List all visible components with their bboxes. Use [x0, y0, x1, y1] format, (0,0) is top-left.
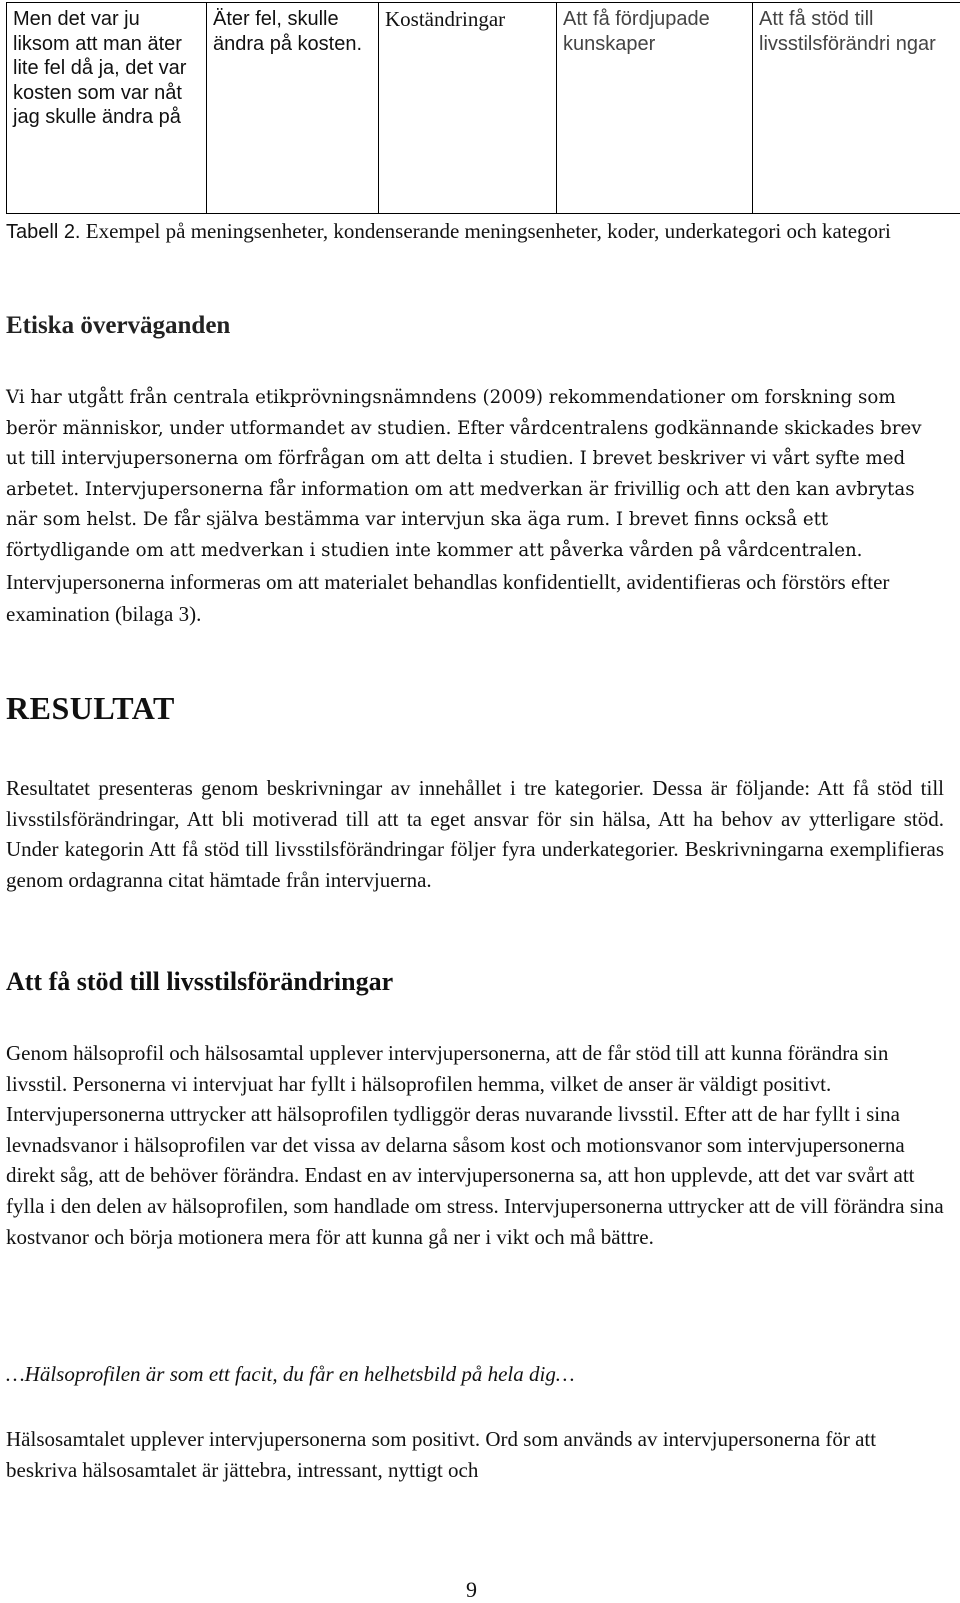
caption-text: Exempel på meningsenheter, kondenserande meningsenheter, koder, underkategori och kategori — [86, 219, 891, 243]
meaning-unit-cell: Men det var ju liksom att man äter lite fel då ja, det var kosten som var nåt jag skulle ändra på — [7, 3, 207, 214]
ethics-heading: Etiska överväganden — [6, 312, 230, 340]
table-row — [7, 3, 960, 214]
ethics-paragraph — [6, 383, 946, 632]
page-number: 9 — [466, 1577, 477, 1603]
results-paragraph: Resultatet presenteras genom beskrivningar av innehållet i tre kategorier. Dessa är följande: Att få stöd till livsstilsförändringar, Att bli motiverad till att ta eget ansvar för sin hälsa, Att ha behov av ytterligare stöd. Under kategorin Att få stöd till livsstilsförändringar följer fyra underkategorier. Beskrivningarna exemplifieras genom ordagranna citat hämtade från intervjuerna. — [6, 773, 944, 895]
support-paragraph-2: Hälsosamtalet upplever intervjupersonerna som positivt. Ord som används av intervjupersonerna för att beskriva hälsosamtalet är jättebra, intressant, nyttigt och — [6, 1424, 951, 1485]
support-heading: Att få stöd till livsstilsförändringar — [6, 967, 393, 997]
category-cell: Att få stöd till livsstilsförändri ngar — [753, 3, 960, 214]
caption-label: Tabell 2. — [6, 221, 81, 243]
condensed-unit-cell: Äter fel, skulle ändra på kosten. — [207, 3, 379, 214]
results-heading: RESULTAT — [6, 690, 175, 727]
analysis-table — [6, 2, 960, 214]
ethics-body-tail: Intervjupersonerna informeras om att materialet behandlas konfidentiellt, avidentifieras och förstörs efter examination (bilaga 3). — [6, 570, 889, 627]
table-caption — [6, 216, 946, 248]
support-paragraph: Genom hälsoprofil och hälsosamtal upplever intervjupersonerna, att de får stöd till att kunna förändra sin livsstil. Personerna vi intervjuat har fyllt i hälsoprofilen hemma, vilket de anser är väldigt positivt. Intervjupersonerna uttrycker att hälsoprofilen tydliggör deras nuvarande livsstil. Efter att de har fyllt i sina levnadsvanor i hälsoprofilen var det vissa av delarna såsom kost och motionsvanor som intervjupersonerna direkt såg, att de behöver förändra. Endast en av intervjupersonerna sa, att hon upplevde, att det var svårt att fylla i den delen av hälsoprofilen, som handlade om stress. Intervjupersonerna uttrycker att de vill förändra sina kostvanor och börja motionera mera för att kunna gå ner i vikt och må bättre. — [6, 1038, 951, 1252]
subcategory-cell: Att få fördjupade kunskaper — [557, 3, 753, 214]
interview-quote: …Hälsoprofilen är som ett facit, du får en helhetsbild på hela dig… — [6, 1362, 575, 1387]
ethics-body: Vi har utgått från centrala etikprövningsnämndens (2009) rekommendationer om forskning som berör människor, under utformandet av studien. Efter vårdcentralens godkännande skickades brev ut till intervjupersonerna om förfrågan om att delta i studien. I brevet beskriver vi vårt syfte med arbetet. Intervjupersonerna får information om att medverkan är frivillig och att den kan avbrytas när som helst. De får själva bestämma var intervjun ska äga rum. I brevet finns också ett förtydligande om att medverkan i studien inte kommer att påverka vården på vårdcentralen. — [6, 387, 922, 561]
code-cell: Koständringar — [379, 3, 557, 214]
